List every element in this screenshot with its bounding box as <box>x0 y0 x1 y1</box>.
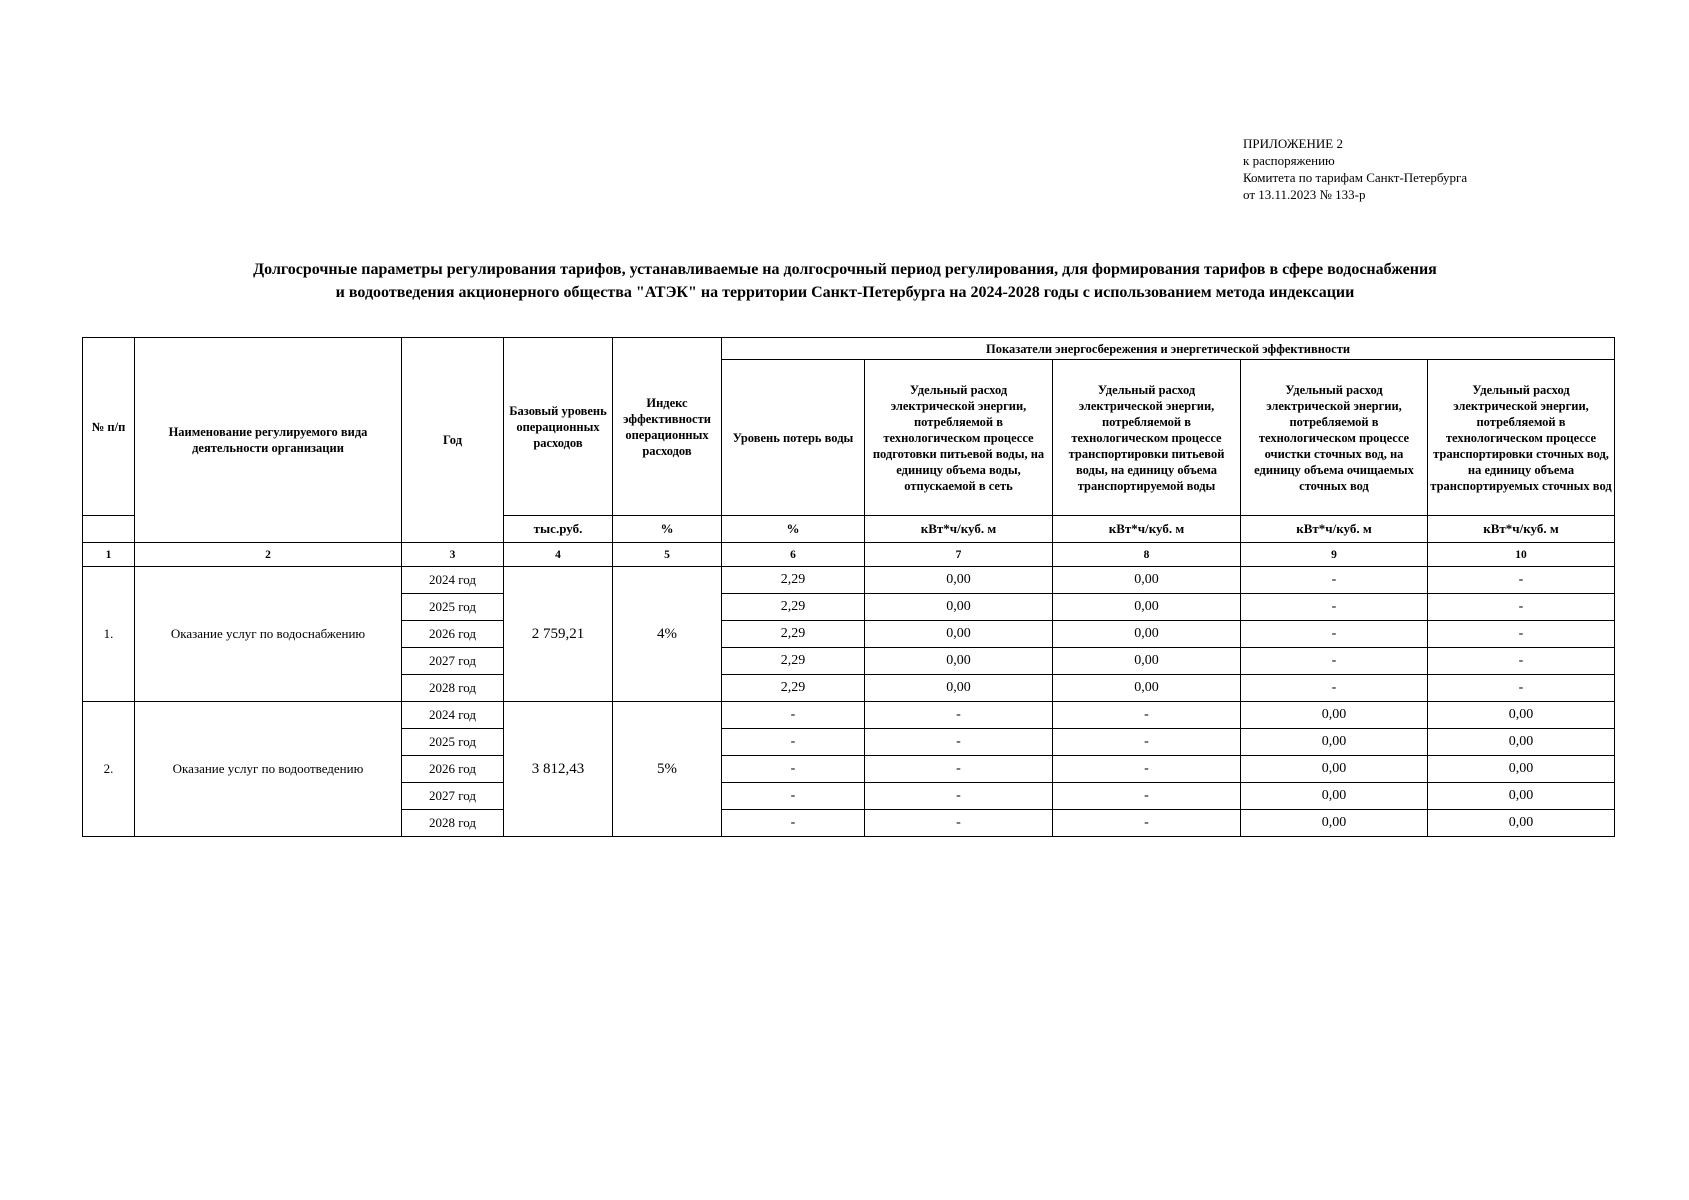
col-number: 4 <box>504 543 613 567</box>
group-number: 1. <box>83 567 135 702</box>
energy-preparation-cell: 0,00 <box>865 621 1053 648</box>
group-number: 2. <box>83 702 135 837</box>
energy-water-transport-cell: 0,00 <box>1053 567 1241 594</box>
header-energy-treatment: Удельный расход электрической энергии, потребляемой в технологическом процессе очистки сточных вод, на единицу объема очищаемых сточных вод <box>1241 360 1428 516</box>
water-loss-cell: - <box>722 756 865 783</box>
unit-energy-9: кВт*ч/куб. м <box>1241 516 1428 543</box>
energy-wastewater-transport-cell: 0,00 <box>1428 702 1615 729</box>
year-cell: 2028 год <box>402 810 504 837</box>
header-energy-water-transport: Удельный расход электрической энергии, потребляемой в технологическом процессе транспортировки питьевой воды, на единицу объема транспортируемой воды <box>1053 360 1241 516</box>
efficiency-index-value: 5% <box>613 702 722 837</box>
annex-ref: к распоряжению <box>1243 153 1335 168</box>
year-cell: 2026 год <box>402 621 504 648</box>
energy-wastewater-transport-cell: - <box>1428 621 1615 648</box>
year-cell: 2026 год <box>402 756 504 783</box>
unit-energy-8: кВт*ч/куб. м <box>1053 516 1241 543</box>
year-cell: 2027 год <box>402 783 504 810</box>
col-number: 9 <box>1241 543 1428 567</box>
energy-water-transport-cell: - <box>1053 702 1241 729</box>
energy-water-transport-cell: - <box>1053 729 1241 756</box>
unit-loss: % <box>722 516 865 543</box>
unit-empty <box>83 516 135 543</box>
annex-committee: Комитета по тарифам Санкт-Петербурга <box>1243 170 1468 185</box>
energy-treatment-cell: 0,00 <box>1241 756 1428 783</box>
title-line-2: и водоотведения акционерного общества "АТЭК" на территории Санкт-Петербурга на 2024-2028 годы с использованием метода индексации <box>335 284 1355 301</box>
annex-title: ПРИЛОЖЕНИЕ 2 <box>1243 136 1343 151</box>
energy-preparation-cell: 0,00 <box>865 675 1053 702</box>
unit-index: % <box>613 516 722 543</box>
header-efficiency-index: Индекс эффективности операционных расходов <box>613 338 722 516</box>
col-number: 5 <box>613 543 722 567</box>
energy-preparation-cell: 0,00 <box>865 567 1053 594</box>
col-number: 1 <box>83 543 135 567</box>
water-loss-cell: - <box>722 729 865 756</box>
energy-treatment-cell: - <box>1241 594 1428 621</box>
document-title <box>130 258 1560 304</box>
energy-wastewater-transport-cell: 0,00 <box>1428 783 1615 810</box>
energy-wastewater-transport-cell: 0,00 <box>1428 756 1615 783</box>
energy-water-transport-cell: 0,00 <box>1053 594 1241 621</box>
col-number: 7 <box>865 543 1053 567</box>
header-energy-wastewater-transport: Удельный расход электрической энергии, потребляемой в технологическом процессе транспортировки сточных вод, на единицу объема транспортируемых сточных вод <box>1428 360 1615 516</box>
year-cell: 2025 год <box>402 594 504 621</box>
year-cell: 2027 год <box>402 648 504 675</box>
header-energy-group: Показатели энергосбережения и энергетической эффективности <box>722 338 1615 360</box>
energy-water-transport-cell: - <box>1053 810 1241 837</box>
water-loss-cell: 2,29 <box>722 594 865 621</box>
unit-base: тыс.руб. <box>504 516 613 543</box>
year-cell: 2028 год <box>402 675 504 702</box>
energy-preparation-cell: - <box>865 783 1053 810</box>
energy-water-transport-cell: - <box>1053 783 1241 810</box>
energy-preparation-cell: 0,00 <box>865 594 1053 621</box>
year-cell: 2024 год <box>402 567 504 594</box>
energy-water-transport-cell: 0,00 <box>1053 675 1241 702</box>
activity-name: Оказание услуг по водоотведению <box>135 702 402 837</box>
header-energy-preparation: Удельный расход электрической энергии, потребляемой в технологическом процессе подготовки питьевой воды, на единицу объема воды, отпускаемой в сеть <box>865 360 1053 516</box>
year-cell: 2025 год <box>402 729 504 756</box>
table-row <box>83 567 1615 594</box>
base-level-value: 3 812,43 <box>504 702 613 837</box>
column-numbers-row <box>83 543 1615 567</box>
header-year: Год <box>402 338 504 543</box>
energy-preparation-cell: 0,00 <box>865 648 1053 675</box>
header-activity: Наименование регулируемого вида деятельности организации <box>135 338 402 543</box>
energy-treatment-cell: - <box>1241 675 1428 702</box>
col-number: 6 <box>722 543 865 567</box>
energy-wastewater-transport-cell: 0,00 <box>1428 729 1615 756</box>
water-loss-cell: 2,29 <box>722 675 865 702</box>
energy-wastewater-transport-cell: - <box>1428 567 1615 594</box>
energy-preparation-cell: - <box>865 702 1053 729</box>
water-loss-cell: 2,29 <box>722 648 865 675</box>
annex-date: от 13.11.2023 № 133-р <box>1243 187 1366 202</box>
header-num: № п/п <box>83 338 135 516</box>
energy-water-transport-cell: 0,00 <box>1053 648 1241 675</box>
col-number: 8 <box>1053 543 1241 567</box>
energy-wastewater-transport-cell: - <box>1428 648 1615 675</box>
annex-block <box>1243 135 1467 203</box>
energy-preparation-cell: - <box>865 729 1053 756</box>
energy-treatment-cell: 0,00 <box>1241 810 1428 837</box>
header-base-level: Базовый уровень операционных расходов <box>504 338 613 516</box>
unit-energy-7: кВт*ч/куб. м <box>865 516 1053 543</box>
year-cell: 2024 год <box>402 702 504 729</box>
water-loss-cell: 2,29 <box>722 621 865 648</box>
energy-treatment-cell: 0,00 <box>1241 783 1428 810</box>
energy-preparation-cell: - <box>865 810 1053 837</box>
parameters-table <box>82 337 1615 837</box>
energy-treatment-cell: 0,00 <box>1241 729 1428 756</box>
base-level-value: 2 759,21 <box>504 567 613 702</box>
header-water-loss: Уровень потерь воды <box>722 360 865 516</box>
unit-energy-10: кВт*ч/куб. м <box>1428 516 1615 543</box>
water-loss-cell: - <box>722 783 865 810</box>
energy-preparation-cell: - <box>865 756 1053 783</box>
title-line-1: Долгосрочные параметры регулирования тарифов, устанавливаемые на долгосрочный период регулирования, для формирования тарифов в сфере водоснабжения <box>253 261 1437 278</box>
water-loss-cell: 2,29 <box>722 567 865 594</box>
col-number: 10 <box>1428 543 1615 567</box>
energy-water-transport-cell: 0,00 <box>1053 621 1241 648</box>
energy-wastewater-transport-cell: - <box>1428 675 1615 702</box>
energy-treatment-cell: 0,00 <box>1241 702 1428 729</box>
col-number: 3 <box>402 543 504 567</box>
energy-wastewater-transport-cell: 0,00 <box>1428 810 1615 837</box>
water-loss-cell: - <box>722 810 865 837</box>
water-loss-cell: - <box>722 702 865 729</box>
energy-water-transport-cell: - <box>1053 756 1241 783</box>
table-row <box>83 702 1615 729</box>
activity-name: Оказание услуг по водоснабжению <box>135 567 402 702</box>
energy-wastewater-transport-cell: - <box>1428 594 1615 621</box>
energy-treatment-cell: - <box>1241 648 1428 675</box>
energy-treatment-cell: - <box>1241 567 1428 594</box>
efficiency-index-value: 4% <box>613 567 722 702</box>
energy-treatment-cell: - <box>1241 621 1428 648</box>
col-number: 2 <box>135 543 402 567</box>
